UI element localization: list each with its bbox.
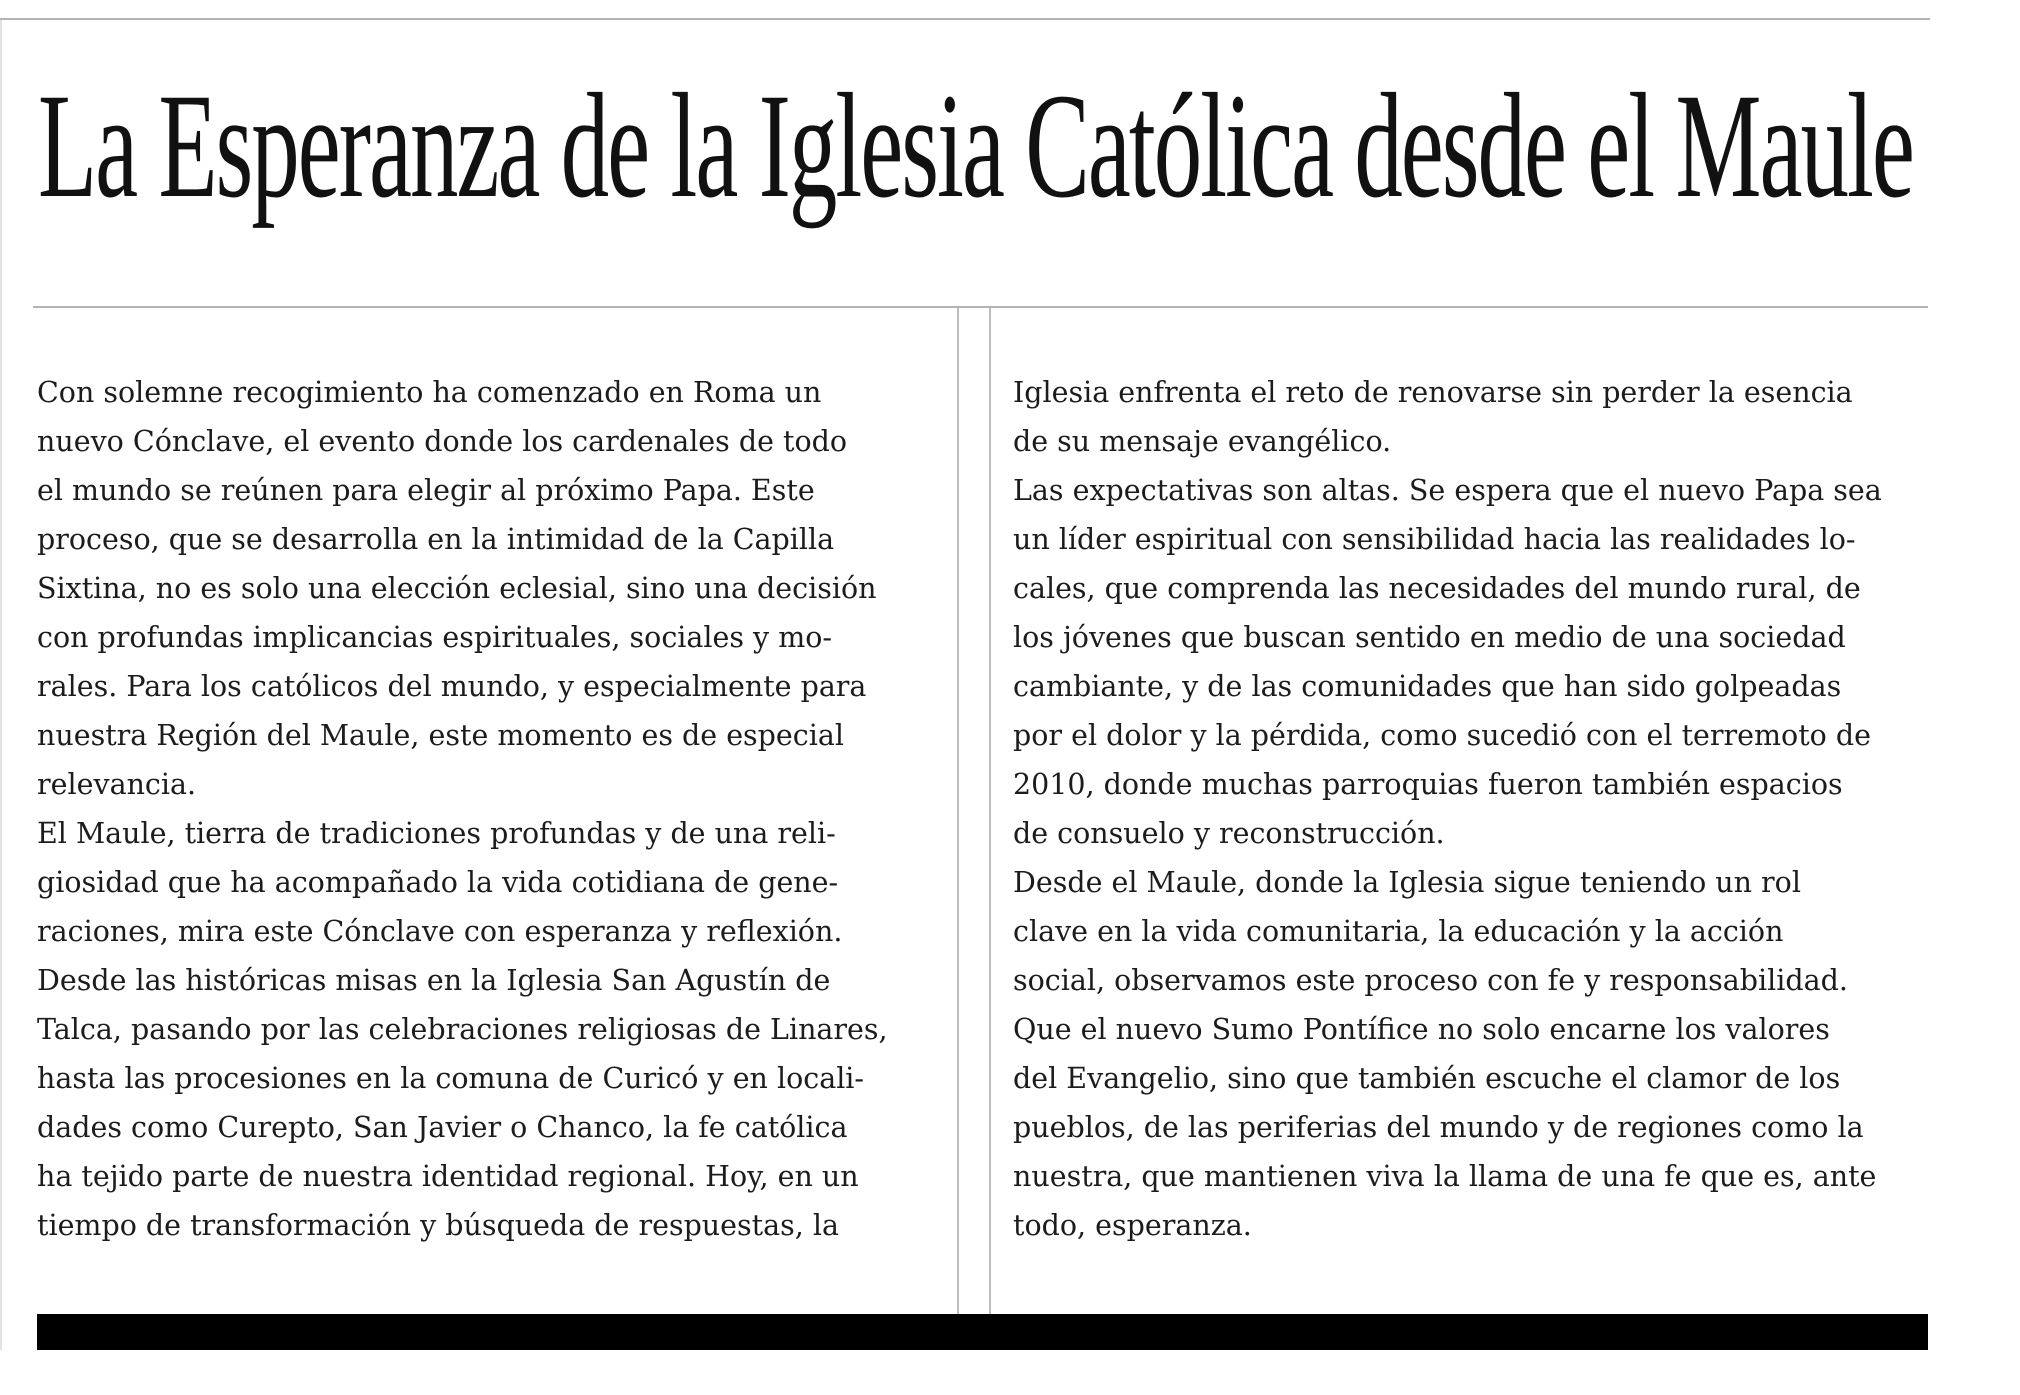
text-line: todo, esperanza. bbox=[1013, 1209, 1252, 1242]
text-line: dades como Curepto, San Javier o Chanco, la fe católica bbox=[37, 1111, 848, 1144]
text-line: pueblos, de las periferias del mundo y de regiones como la bbox=[1013, 1111, 1864, 1144]
text-line: nuestra Región del Maule, este momento es de especial bbox=[37, 719, 844, 752]
article-column-left bbox=[37, 368, 937, 1250]
text-line: Desde el Maule, donde la Iglesia sigue teniendo un rol bbox=[1013, 866, 1801, 899]
text-line: tiempo de transformación y búsqueda de respuestas, la bbox=[37, 1209, 839, 1242]
text-line: 2010, donde muchas parroquias fueron también espacios bbox=[1013, 768, 1843, 801]
text-line: el mundo se reúnen para elegir al próximo Papa. Este bbox=[37, 474, 815, 507]
text-line: ha tejido parte de nuestra identidad regional. Hoy, en un bbox=[37, 1160, 859, 1193]
text-line: nuestra, que mantienen viva la llama de una fe que es, ante bbox=[1013, 1160, 1877, 1193]
text-line: de su mensaje evangélico. bbox=[1013, 425, 1392, 458]
bottom-bar bbox=[37, 1314, 1928, 1350]
text-line: Desde las históricas misas en la Iglesia San Agustín de bbox=[37, 964, 831, 997]
text-line: relevancia. bbox=[37, 768, 197, 801]
column-divider-right bbox=[989, 308, 991, 1315]
text-line: de consuelo y reconstrucción. bbox=[1013, 817, 1445, 850]
text-line: Talca, pasando por las celebraciones religiosas de Linares, bbox=[37, 1013, 888, 1046]
text-line: Que el nuevo Sumo Pontífice no solo encarne los valores bbox=[1013, 1013, 1830, 1046]
text-line: por el dolor y la pérdida, como sucedió con el terremoto de bbox=[1013, 719, 1871, 752]
text-line: cales, que comprenda las necesidades del mundo rural, de bbox=[1013, 572, 1861, 605]
article-headline: La Esperanza de la Iglesia Católica desde el Maule bbox=[38, 63, 1913, 229]
headline-container bbox=[38, 56, 1918, 256]
text-line: los jóvenes que buscan sentido en medio de una sociedad bbox=[1013, 621, 1846, 654]
text-line: clave en la vida comunitaria, la educación y la acción bbox=[1013, 915, 1784, 948]
headline-rule bbox=[33, 306, 1928, 308]
text-line: un líder espiritual con sensibilidad hacia las realidades lo- bbox=[1013, 523, 1856, 556]
text-line: hasta las procesiones en la comuna de Curicó y en locali- bbox=[37, 1062, 865, 1095]
article-column-right bbox=[1013, 368, 1933, 1250]
text-line: rales. Para los católicos del mundo, y especialmente para bbox=[37, 670, 867, 703]
text-line: con profundas implicancias espirituales, sociales y mo- bbox=[37, 621, 833, 654]
text-line: del Evangelio, sino que también escuche el clamor de los bbox=[1013, 1062, 1841, 1095]
text-line: social, observamos este proceso con fe y responsabilidad. bbox=[1013, 964, 1848, 997]
text-line: raciones, mira este Cónclave con esperanza y reflexión. bbox=[37, 915, 843, 948]
text-line: cambiante, y de las comunidades que han sido golpeadas bbox=[1013, 670, 1842, 703]
text-line: Con solemne recogimiento ha comenzado en Roma un bbox=[37, 376, 822, 409]
top-rule bbox=[0, 18, 1930, 20]
text-line: Iglesia enfrenta el reto de renovarse sin perder la esencia bbox=[1013, 376, 1853, 409]
text-line: proceso, que se desarrolla en la intimidad de la Capilla bbox=[37, 523, 835, 556]
text-line: El Maule, tierra de tradiciones profundas y de una reli- bbox=[37, 817, 836, 850]
text-line: giosidad que ha acompañado la vida cotidiana de gene- bbox=[37, 866, 839, 899]
text-line: Sixtina, no es solo una elección eclesial, sino una decisión bbox=[37, 572, 877, 605]
text-line: Las expectativas son altas. Se espera que el nuevo Papa sea bbox=[1013, 474, 1882, 507]
column-divider-left bbox=[957, 308, 959, 1315]
left-edge-border bbox=[0, 20, 2, 1350]
text-line: nuevo Cónclave, el evento donde los cardenales de todo bbox=[37, 425, 848, 458]
